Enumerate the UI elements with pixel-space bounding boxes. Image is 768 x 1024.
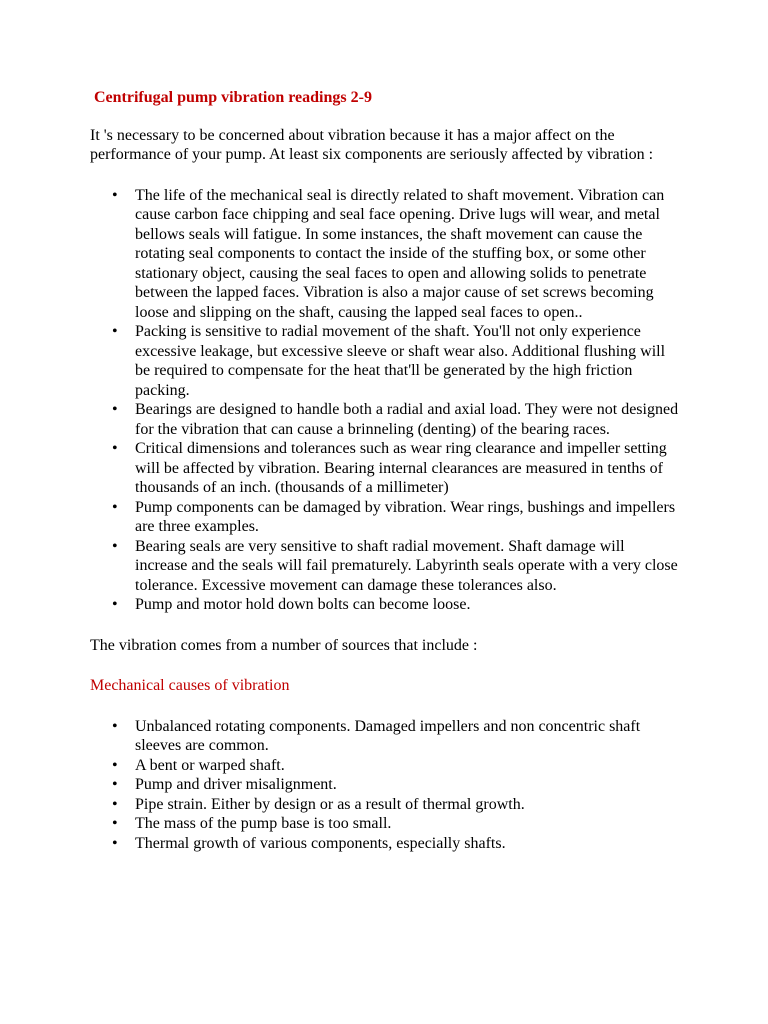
document-page bbox=[90, 88, 680, 874]
bullet-icon: • bbox=[112, 596, 118, 613]
sources-intro-paragraph: The vibration comes from a number of sources that include : bbox=[90, 636, 478, 654]
bullet-icon: • bbox=[112, 776, 118, 793]
list-item-text: The life of the mechanical seal is directly related to shaft movement. Vibration can cause carbon face chipping and seal face opening. Drive lugs will wear, and metal bellows seals will fatigue. In some instances, the shaft movement can cause the rotating seal components to contact the inside of the stuffing box, or some other stationary object, causing the seal faces to open and allowing solids to penetrate between the lapped faces. Vibration is also a major cause of set screws becoming loose and slipping on the shaft, causing the lapped seal faces to open.. bbox=[135, 186, 665, 321]
list-item-text: A bent or warped shaft. bbox=[135, 756, 285, 774]
list-item bbox=[112, 775, 680, 795]
list-item bbox=[112, 439, 680, 498]
list-item bbox=[112, 834, 680, 854]
list-item-text: Bearing seals are very sensitive to shaft radial movement. Shaft damage will increase and the seals will fail prematurely. Labyrinth seals operate with a very close tolerance. Excessive movement can damage these tolerances also. bbox=[135, 537, 678, 594]
list-item-text: Packing is sensitive to radial movement of the shaft. You'll not only experience excessive leakage, but excessive sleeve or shaft wear also. Additional flushing will be required to compensate for the heat that'll be generated by the high friction packing. bbox=[135, 323, 666, 399]
list-item bbox=[112, 756, 680, 776]
list-item bbox=[112, 595, 680, 615]
mechanical-causes-list bbox=[90, 717, 680, 854]
bullet-icon: • bbox=[112, 756, 118, 774]
list-item bbox=[112, 400, 680, 439]
document-title: Centrifugal pump vibration readings 2-9 bbox=[94, 89, 372, 106]
list-item-text: Critical dimensions and tolerances such as wear ring clearance and impeller setting will be affected by vibration. Bearing internal clearances are measured in tenths of thousands of an inch. (thousands of a millimeter) bbox=[135, 440, 667, 496]
list-item bbox=[112, 814, 680, 834]
list-item-text: Bearings are designed to handle both a radial and axial load. They were not designed for the vibration that can cause a brinneling (denting) of the bearing races. bbox=[135, 401, 679, 438]
bullet-icon: • bbox=[112, 323, 118, 340]
list-item-text: Pipe strain. Either by design or as a result of thermal growth. bbox=[135, 795, 525, 813]
bullet-icon: • bbox=[112, 401, 118, 418]
list-item bbox=[112, 717, 680, 756]
list-item-text: Pump and driver misalignment. bbox=[135, 776, 337, 793]
list-item bbox=[112, 537, 680, 596]
bullet-icon: • bbox=[112, 815, 118, 832]
list-item-text: Pump and motor hold down bolts can become loose. bbox=[135, 596, 471, 613]
list-item bbox=[112, 795, 680, 815]
list-item-text: Thermal growth of various components, especially shafts. bbox=[135, 834, 506, 852]
list-item-text: Pump components can be damaged by vibration. Wear rings, bushings and impellers are three examples. bbox=[135, 498, 676, 535]
list-item bbox=[112, 322, 680, 400]
list-item-text: Unbalanced rotating components. Damaged impellers and non concentric shaft sleeves are common. bbox=[135, 717, 641, 754]
affected-components-list bbox=[90, 186, 680, 615]
bullet-icon: • bbox=[112, 717, 118, 735]
bullet-icon: • bbox=[112, 186, 118, 204]
list-item bbox=[112, 498, 680, 537]
bullet-icon: • bbox=[112, 795, 118, 813]
bullet-icon: • bbox=[112, 440, 118, 457]
bullet-icon: • bbox=[112, 834, 118, 852]
intro-paragraph: It 's necessary to be concerned about vibration because it has a major affect on the performance of your pump. At least six components are seriously affected by vibration : bbox=[90, 126, 654, 163]
bullet-icon: • bbox=[112, 537, 118, 555]
list-item bbox=[112, 186, 680, 323]
list-item-text: The mass of the pump base is too small. bbox=[135, 815, 392, 832]
bullet-icon: • bbox=[112, 498, 118, 516]
mechanical-causes-heading: Mechanical causes of vibration bbox=[90, 677, 290, 694]
